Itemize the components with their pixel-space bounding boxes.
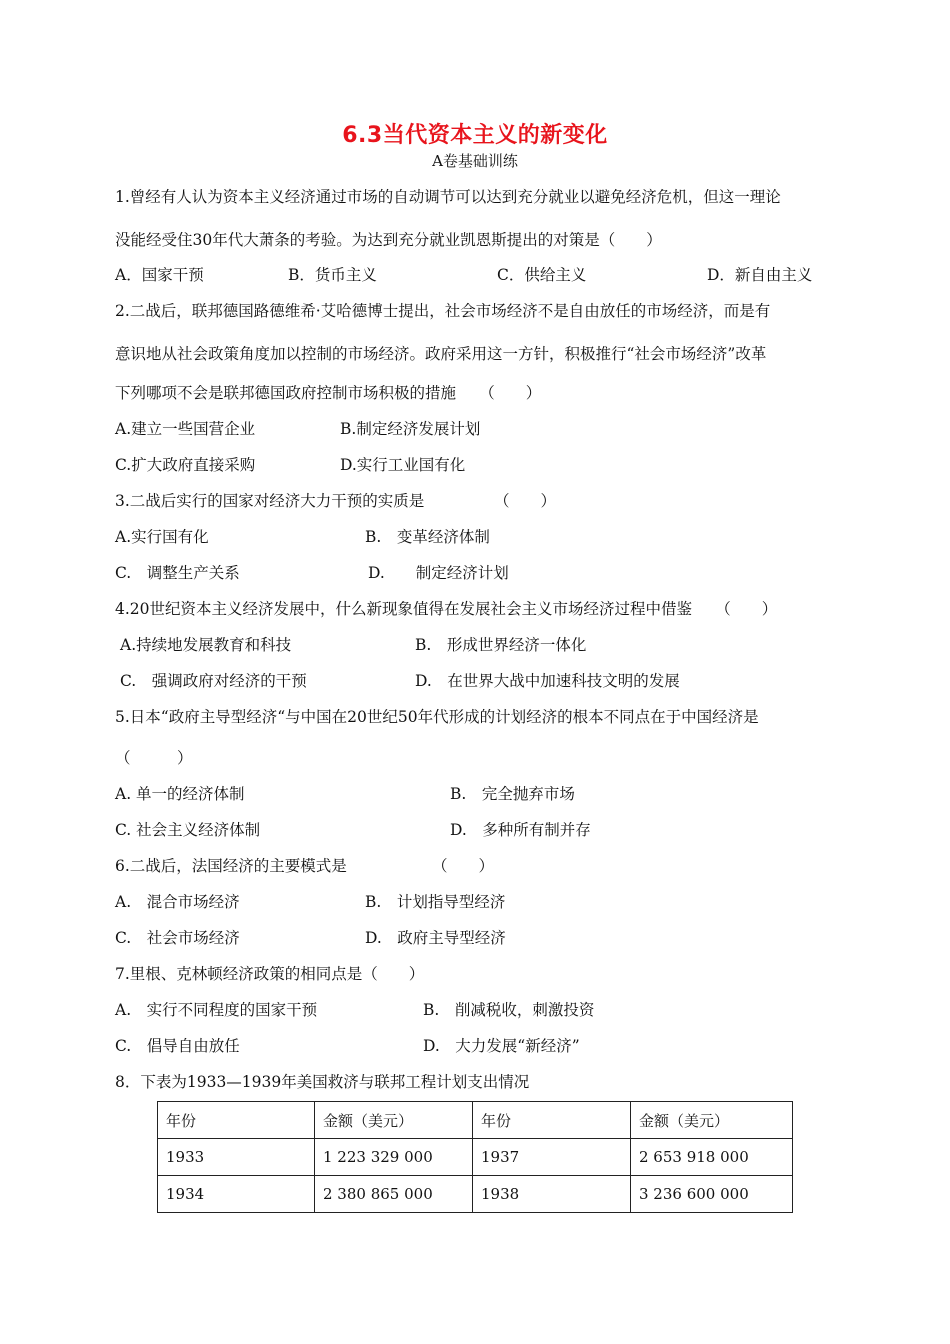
table-header: 金额（美元） <box>315 1102 473 1139</box>
table-cell: 2 380 865 000 <box>315 1176 473 1213</box>
q7-option-b[interactable]: B. 削减税收，刺激投资 <box>423 1001 595 1019</box>
q1-stem-line2: 没能经受住30年代大萧条的考验。为达到充分就业凯恩斯提出的对策是（ ） <box>115 231 662 249</box>
page-subtitle: A卷基础训练 <box>432 152 518 170</box>
q1-option-b[interactable]: B．货币主义 <box>288 266 377 284</box>
q5-option-a[interactable]: A. 单一的经济体制 <box>115 785 245 803</box>
expenditure-table <box>157 1101 793 1213</box>
q4-option-c[interactable]: C. 强调政府对经济的干预 <box>120 672 307 690</box>
q6-stem: 6.二战后，法国经济的主要模式是 （ ） <box>115 857 495 875</box>
q5-option-c[interactable]: C. 社会主义经济体制 <box>115 821 261 839</box>
q3-option-c[interactable]: C. 调整生产关系 <box>115 564 240 582</box>
q5-option-b[interactable]: B. 完全抛弃市场 <box>450 785 575 803</box>
q2-stem-line3: 下列哪项不会是联邦德国政府控制市场积极的措施 （ ） <box>115 384 542 402</box>
q2-stem-line1: 2.二战后，联邦德国路德维希·艾哈德博士提出，社会市场经济不是自由放任的市场经济，而是有 <box>115 302 771 320</box>
table-header: 年份 <box>158 1102 315 1139</box>
q1-option-c[interactable]: C．供给主义 <box>497 266 587 284</box>
q7-option-a[interactable]: A. 实行不同程度的国家干预 <box>115 1001 318 1019</box>
q3-option-d[interactable]: D. 制定经济计划 <box>368 564 509 582</box>
q7-option-d[interactable]: D. 大力发展“新经济” <box>423 1037 580 1055</box>
table-cell: 1 223 329 000 <box>315 1139 473 1176</box>
q6-option-d[interactable]: D. 政府主导型经济 <box>365 929 506 947</box>
table-cell: 3 236 600 000 <box>631 1176 793 1213</box>
q2-option-b[interactable]: B.制定经济发展计划 <box>340 420 481 438</box>
q6-option-a[interactable]: A. 混合市场经济 <box>115 893 240 911</box>
table-header: 金额（美元） <box>631 1102 793 1139</box>
table-header: 年份 <box>473 1102 631 1139</box>
table-cell: 1934 <box>158 1176 315 1213</box>
q5-stem-line2: （ ） <box>115 749 193 767</box>
q6-option-b[interactable]: B. 计划指导型经济 <box>365 893 506 911</box>
q3-stem: 3.二战后实行的国家对经济大力干预的实质是 （ ） <box>115 492 557 510</box>
table-cell: 1933 <box>158 1139 315 1176</box>
table-header-row <box>158 1102 793 1139</box>
q5-option-d[interactable]: D. 多种所有制并存 <box>450 821 591 839</box>
q4-option-b[interactable]: B. 形成世界经济一体化 <box>415 636 587 654</box>
q2-option-c[interactable]: C.扩大政府直接采购 <box>115 456 256 474</box>
table-cell: 1938 <box>473 1176 631 1213</box>
q4-option-a[interactable]: A.持续地发展教育和科技 <box>120 636 292 654</box>
q3-option-b[interactable]: B. 变革经济体制 <box>365 528 490 546</box>
q1-stem-line1: 1.曾经有人认为资本主义经济通过市场的自动调节可以达到充分就业以避免经济危机，但这一理论 <box>115 188 781 206</box>
table-cell: 2 653 918 000 <box>631 1139 793 1176</box>
q8-stem: 8．下表为1933—1939年美国救济与联邦工程计划支出情况 <box>115 1073 530 1091</box>
q2-stem-line2: 意识地从社会政策角度加以控制的市场经济。政府采用这一方针，积极推行“社会市场经济”改革 <box>115 345 767 363</box>
table-cell: 1937 <box>473 1139 631 1176</box>
q1-option-a[interactable]: A．国家干预 <box>115 266 204 284</box>
table-row <box>158 1139 793 1176</box>
q4-stem: 4.20世纪资本主义经济发展中，什么新现象值得在发展社会主义市场经济过程中借鉴 （ ） <box>115 600 778 618</box>
q4-option-d[interactable]: D. 在世界大战中加速科技文明的发展 <box>415 672 680 690</box>
q3-option-a[interactable]: A.实行国有化 <box>115 528 209 546</box>
q5-stem-line1: 5.日本“政府主导型经济“与中国在20世纪50年代形成的计划经济的根本不同点在于中国经济是 <box>115 708 759 726</box>
q6-option-c[interactable]: C. 社会市场经济 <box>115 929 240 947</box>
table-row <box>158 1176 793 1213</box>
q2-option-d[interactable]: D.实行工业国有化 <box>340 456 466 474</box>
q7-option-c[interactable]: C. 倡导自由放任 <box>115 1037 240 1055</box>
q1-option-d[interactable]: D．新自由主义 <box>707 266 813 284</box>
q2-option-a[interactable]: A.建立一些国营企业 <box>115 420 256 438</box>
page-title: 6.3当代资本主义的新变化 <box>342 123 608 148</box>
q7-stem: 7.里根、克林顿经济政策的相同点是（ ） <box>115 965 425 983</box>
